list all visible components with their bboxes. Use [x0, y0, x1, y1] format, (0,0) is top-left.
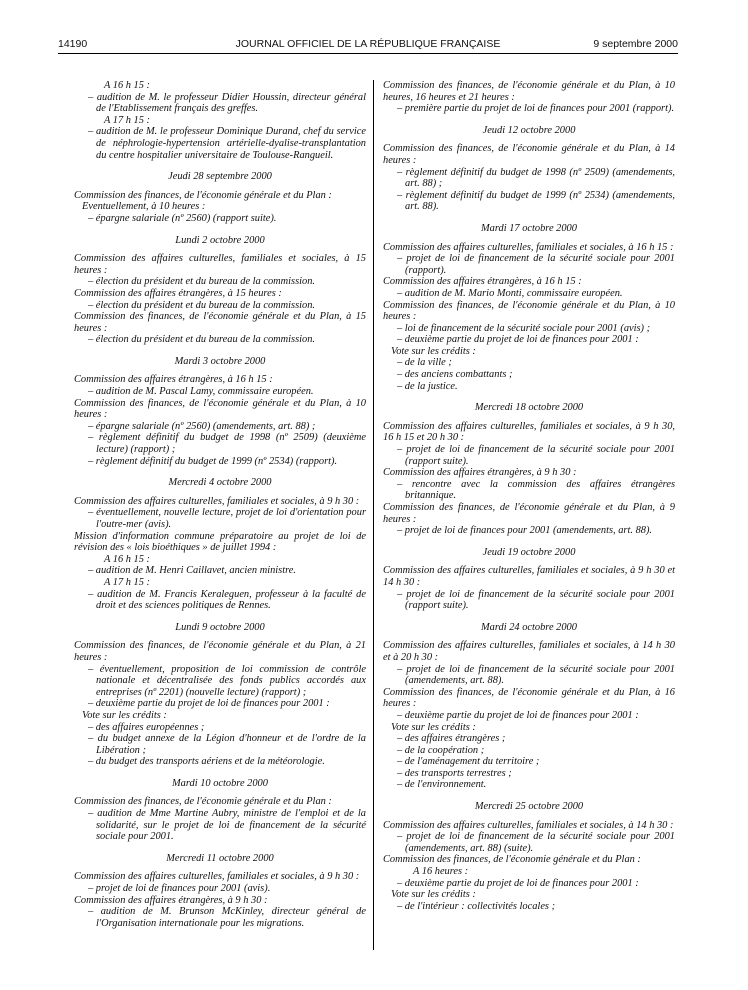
agenda-item: – projet de loi de financement de la sécurité sociale pour 2001 (amendements, art. 88). — [397, 663, 675, 687]
agenda-item: – du budget des transports aériens et de la météorologie. — [88, 756, 325, 768]
commission-line: Commission des finances, de l'économie générale et du Plan, à 15 heures : — [74, 311, 366, 334]
agenda-item: – de l'aménagement du territoire ; — [397, 756, 540, 768]
agenda-item: – des affaires étrangères ; — [397, 733, 506, 745]
commission-line: Commission des affaires étrangères, à 16 h 15 : — [383, 276, 582, 288]
agenda-item: – des affaires européennes ; — [88, 721, 205, 733]
agenda-item: – de l'intérieur : collectivités locales ; — [397, 900, 556, 912]
agenda-item: – loi de financement de la sécurité sociale pour 2001 (avis) ; — [397, 322, 651, 334]
agenda-item: – audition de M. Mario Monti, commissaire européen. — [397, 287, 623, 299]
date-heading: Lundi 9 octobre 2000 — [175, 621, 265, 633]
agenda-item: – éventuellement, proposition de loi commission de contrôle nationale et décentralisée des fonds publics accordés aux entreprises (nº 2201) (nouvelle lecture) (rapport) ; — [88, 663, 366, 698]
commission-line: Commission des finances, de l'économie générale et du Plan, à 10 heures : — [74, 397, 366, 421]
agenda-item: – épargne salariale (nº 2560) (rapport suite). — [88, 212, 277, 224]
date-heading: Mardi 3 octobre 2000 — [174, 355, 266, 367]
page-number: 14190 — [58, 38, 88, 50]
agenda-item: – audition de M. Francis Keraleguen, professeur à la faculté de droit et des sciences politiques de Rennes. — [88, 588, 366, 612]
commission-line: Commission des affaires culturelles, familiales et sociales, à 9 h 30 et 14 h 30 : — [383, 565, 675, 588]
agenda-item: – de la justice. — [397, 380, 458, 392]
commission-line: Commission des affaires culturelles, familiales et sociales, à 14 h 30 et à 20 h 30 : — [383, 640, 675, 663]
agenda-item: – règlement définitif du budget de 1998 (nº 2509) (deuxième lecture) (rapport) ; — [88, 432, 366, 456]
agenda-item: – éventuellement, nouvelle lecture, projet de loi d'orientation pour l'outre-mer (avis). — [88, 507, 366, 530]
commission-line: Commission des affaires étrangères, à 15 heures : — [74, 287, 282, 299]
issue-date: 9 septembre 2000 — [593, 38, 678, 50]
agenda-item: – projet de loi de financement de la sécurité sociale pour 2001 (rapport suite). — [397, 444, 675, 467]
agenda-item: – deuxième partie du projet de loi de finances pour 2001 : — [397, 334, 639, 346]
time-label: A 17 h 15 : — [104, 114, 150, 126]
date-heading: Mercredi 11 octobre 2000 — [166, 852, 274, 864]
vote-label: Vote sur les crédits : — [391, 721, 476, 733]
commission-line: Commission des finances, de l'économie générale et du Plan, à 14 heures : — [383, 143, 675, 166]
commission-line: Commission des affaires étrangères, à 9 h 30 : — [383, 467, 577, 479]
agenda-item: – du budget annexe de la Légion d'honneur et de l'ordre de la Libération ; — [88, 733, 366, 756]
agenda-item: – règlement définitif du budget de 1999 (nº 2534) (rapport). — [88, 455, 338, 467]
agenda-item: – de la coopération ; — [397, 744, 485, 756]
time-label: A 16 h 15 : — [104, 553, 150, 565]
date-heading: Mardi 17 octobre 2000 — [481, 222, 577, 234]
agenda-item: – audition de M. le professeur Didier Houssin, directeur général de l'Etablissement français des greffes. — [88, 91, 366, 115]
agenda-item: – élection du président et du bureau de la commission. — [88, 276, 316, 288]
column-divider — [373, 80, 374, 950]
agenda-item: – des anciens combattants ; — [397, 369, 513, 381]
agenda-item: – projet de loi de financement de la sécurité sociale pour 2001 (rapport). — [397, 253, 675, 276]
agenda-item: – rencontre avec la commission des affaires étrangères britannique. — [397, 478, 675, 502]
agenda-item: – deuxième partie du projet de loi de finances pour 2001 : — [88, 698, 330, 710]
vote-label: Vote sur les crédits : — [391, 345, 476, 357]
header-rule — [58, 53, 678, 54]
agenda-item: – audition de M. Henri Caillavet, ancien ministre. — [88, 565, 296, 577]
vote-label: Vote sur les crédits : — [391, 889, 476, 901]
agenda-item: – audition de M. le professeur Dominique Durand, chef du service de néphrologie-hypertension artérielle-dyalise-transplantation du centre hospitalier universitaire de Toulouse-Rangueil. — [88, 126, 366, 161]
agenda-item: – audition de M. Pascal Lamy, commissaire européen. — [88, 386, 314, 398]
date-heading: Mercredi 25 octobre 2000 — [474, 801, 584, 813]
agenda-item: – règlement définitif du budget de 1999 (nº 2534) (amendements, art. 88). — [397, 189, 675, 213]
date-heading: Jeudi 28 septembre 2000 — [168, 171, 272, 183]
commission-line: Commission des finances, de l'économie générale et du Plan : — [74, 796, 332, 808]
date-heading: Mercredi 18 octobre 2000 — [474, 402, 584, 414]
time-label: A 16 heures : — [413, 866, 469, 878]
page-header — [58, 38, 678, 54]
agenda-item: – règlement définitif du budget de 1998 (nº 2509) (amendements, art. 88) ; — [397, 166, 675, 190]
agenda-item: – deuxième partie du projet de loi de finances pour 2001 : — [397, 709, 639, 721]
agenda-item: – des transports terrestres ; — [397, 767, 512, 779]
commission-line: Commission des affaires étrangères, à 9 h 30 : — [74, 894, 268, 906]
date-heading: Lundi 2 octobre 2000 — [175, 234, 265, 246]
vote-label: Eventuellement, à 10 heures : — [82, 201, 206, 213]
commission-line: Mission d'information commune préparatoire au projet de loi de révision des « lois bioéthiques » de juillet 1994 : — [74, 530, 366, 554]
commission-line: Commission des affaires étrangères, à 16 h 15 : — [74, 374, 273, 386]
date-heading: Mardi 10 octobre 2000 — [172, 777, 268, 789]
agenda-item: – projet de loi de finances pour 2001 (avis). — [88, 883, 271, 895]
date-heading: Jeudi 12 octobre 2000 — [482, 124, 576, 136]
commission-line: Commission des finances, de l'économie générale et du Plan : — [383, 854, 641, 866]
commission-line: Commission des affaires culturelles, familiales et sociales, à 9 h 30 : — [74, 495, 360, 507]
agenda-item: – projet de loi de finances pour 2001 (amendements, art. 88). — [397, 525, 653, 537]
date-heading: Mardi 24 octobre 2000 — [481, 621, 577, 633]
agenda-item: – de la ville ; — [397, 357, 452, 369]
agenda-item: – audition de M. Brunson McKinley, directeur général de l'Organisation internationale pour les migrations. — [88, 906, 366, 929]
left-column — [74, 80, 366, 929]
commission-line: Commission des finances, de l'économie générale et du Plan, à 10 heures, 16 heures et 21 heures : — [383, 80, 675, 103]
commission-line: Commission des finances, de l'économie générale et du Plan, à 10 heures : — [383, 299, 675, 323]
agenda-item: – projet de loi de financement de la sécurité sociale pour 2001 (amendements, art. 88) (suite). — [397, 831, 675, 854]
vote-label: Vote sur les crédits : — [82, 709, 167, 721]
agenda-item: – épargne salariale (nº 2560) (amendements, art. 88) ; — [88, 420, 316, 432]
commission-line: Commission des affaires culturelles, familiales et sociales, à 9 h 30, 16 h 15 et 20 h 30 : — [383, 420, 675, 444]
date-heading: Jeudi 19 octobre 2000 — [482, 546, 576, 558]
commission-line: Commission des affaires culturelles, familiales et sociales, à 15 heures : — [74, 253, 366, 276]
right-column — [383, 80, 675, 912]
agenda-item: – élection du président et du bureau de la commission. — [88, 299, 316, 311]
time-label: A 16 h 15 : — [104, 80, 150, 91]
commission-line: Commission des affaires culturelles, familiales et sociales, à 9 h 30 : — [74, 871, 360, 883]
commission-line: Commission des finances, de l'économie générale et du Plan, à 16 heures : — [383, 686, 675, 710]
commission-line: Commission des finances, de l'économie générale et du Plan, à 21 heures : — [74, 640, 366, 663]
commission-line: Commission des affaires culturelles, familiales et sociales, à 16 h 15 : — [383, 241, 674, 253]
agenda-item: – élection du président et du bureau de la commission. — [88, 334, 316, 346]
commission-line: Commission des finances, de l'économie générale et du Plan, à 9 heures : — [383, 502, 675, 525]
commission-line: Commission des finances, de l'économie générale et du Plan : — [74, 189, 332, 201]
agenda-item: – deuxième partie du projet de loi de finances pour 2001 : — [397, 877, 639, 889]
commission-line: Commission des affaires culturelles, familiales et sociales, à 14 h 30 : — [383, 819, 674, 831]
agenda-item: – de l'environnement. — [397, 779, 487, 791]
agenda-item: – première partie du projet de loi de finances pour 2001 (rapport). — [397, 103, 675, 115]
journal-title: JOURNAL OFFICIEL DE LA RÉPUBLIQUE FRANÇAISE — [235, 38, 501, 50]
time-label: A 17 h 15 : — [104, 576, 150, 588]
date-heading: Mercredi 4 octobre 2000 — [168, 477, 272, 489]
agenda-item: – audition de Mme Martine Aubry, ministre de l'emploi et de la solidarité, sur le projet de loi de financement de la sécurité sociale pour 2001. — [88, 808, 366, 843]
agenda-item: – projet de loi de financement de la sécurité sociale pour 2001 (rapport suite). — [397, 588, 675, 612]
